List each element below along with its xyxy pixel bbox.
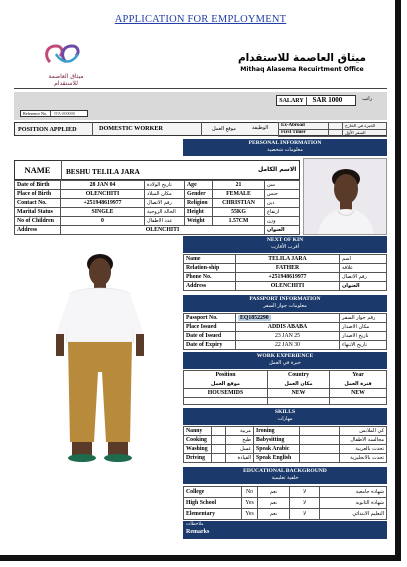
- table-row: [184, 255, 387, 264]
- date-expiry-value: 22 JAN 30: [236, 341, 340, 350]
- first-timer-check[interactable]: [329, 130, 343, 137]
- kin-table: [183, 254, 387, 291]
- agency-name-ar: ميثاق العاصمة للاستقدام: [237, 52, 367, 64]
- religion-value: CHRISTIAN: [213, 199, 265, 208]
- table-row: [184, 264, 387, 273]
- education-heading-ar: خلفية تعليمية: [271, 475, 299, 481]
- kin-name-label: Name: [184, 255, 236, 264]
- remarks-ar: ملاحظات: [186, 522, 204, 527]
- table-row: [184, 487, 387, 498]
- headshot-photo: [303, 158, 387, 235]
- marital-ar: الحالة الزوجية: [145, 208, 185, 217]
- work-position-value: HOUSEMIDS: [184, 389, 268, 398]
- work-table: [183, 370, 387, 405]
- skill-arabic-ar: تحدث بالعربية: [340, 445, 387, 454]
- children-ar: عدد الاطفال: [145, 217, 185, 226]
- age-label: Age: [185, 181, 213, 190]
- name-label: NAME: [14, 160, 62, 180]
- religion-ar: دين: [265, 199, 300, 208]
- work-position-ar: موقع العمل: [184, 380, 268, 389]
- weight-ar: وزن: [265, 217, 300, 226]
- agency-name-en: Mithaq Alasema Recuirtment Office: [240, 66, 364, 73]
- age-ar: سن: [265, 181, 300, 190]
- edu-highschool-value: Yes: [242, 498, 258, 509]
- pob-ar: مكان الميلاد: [145, 190, 185, 199]
- kin-phone-label: Phone No.: [184, 273, 236, 282]
- edu-college-yes-ar: نعم: [258, 487, 290, 498]
- skills-heading-ar: مهارات: [277, 416, 293, 422]
- work-year-ar: فترة العمل: [330, 380, 387, 389]
- table-row: [15, 181, 300, 190]
- header-divider: [14, 88, 387, 89]
- skill-nanny-ar: مربية: [226, 427, 254, 436]
- work-heading: WORK EXPERIENCE: [256, 353, 314, 359]
- salary-label-ar: راتب: [362, 96, 373, 102]
- height-value: 55KG: [213, 208, 265, 217]
- table-row: [184, 445, 387, 454]
- address-label: Address: [15, 226, 61, 235]
- contact-value: +251948619977: [61, 199, 145, 208]
- education-header: [183, 467, 387, 484]
- gender-ar: جنس: [265, 190, 300, 199]
- name-label-ar: الاسم الكامل: [258, 166, 297, 173]
- skill-arabic-label: Speak Arabic: [254, 445, 300, 454]
- edu-college-label: College: [184, 487, 242, 498]
- edu-elementary-no-ar: لا: [290, 509, 320, 520]
- applicant-name: BESHU TELILA JARA: [66, 168, 140, 176]
- skill-washing-check[interactable]: [212, 445, 226, 454]
- salary-box: [276, 95, 356, 106]
- passport-no-value: EQ1852290: [240, 315, 269, 321]
- kin-name-ar: اسم: [340, 255, 387, 264]
- edu-highschool-yes-ar: نعم: [258, 498, 290, 509]
- reference-value: ITA-000000: [50, 111, 75, 116]
- headshot-figure-icon: [304, 159, 387, 235]
- work-heading-ar: خبرة في العمل: [269, 360, 301, 366]
- table-row: [15, 226, 300, 235]
- edu-college-ar: شهادة جامعية: [320, 487, 387, 498]
- position-label-ar: [212, 126, 236, 132]
- skill-ironing-check[interactable]: [300, 427, 340, 436]
- height-ar: ارتفاع: [265, 208, 300, 217]
- table-row: [184, 273, 387, 282]
- passport-heading: PASSPORT INFORMATION: [249, 296, 321, 302]
- table-row: [15, 208, 300, 217]
- personal-info-header: [183, 139, 387, 156]
- marital-label: Marital Status: [15, 208, 61, 217]
- skills-header: [183, 408, 387, 425]
- skill-washing-label: Washing: [184, 445, 212, 454]
- height-label: Height: [185, 208, 213, 217]
- table-row: [184, 389, 387, 398]
- date-expiry-ar: تاريخ الانتهاء: [340, 341, 387, 350]
- children-value: 0: [61, 217, 145, 226]
- skill-driving-label: Driving: [184, 454, 212, 463]
- passport-header: [183, 295, 387, 312]
- edu-highschool-label: High School: [184, 498, 242, 509]
- work-position-label: Position: [184, 371, 268, 380]
- table-row: [184, 282, 387, 291]
- skill-cooking-label: Cooking: [184, 436, 212, 445]
- skill-cooking-ar: طبخ: [226, 436, 254, 445]
- table-row: [184, 323, 387, 332]
- skills-table: [183, 426, 387, 463]
- table-row: [184, 436, 387, 445]
- dob-ar: تاريخ الولادة: [145, 181, 185, 190]
- table-row: [184, 509, 387, 520]
- place-issued-label: Place Issued: [184, 323, 236, 332]
- date-issued-ar: تاريخ الاصدار: [340, 332, 387, 341]
- skill-nanny-label: Nanny: [184, 427, 212, 436]
- kin-address-value: OLENCHITI: [236, 282, 340, 291]
- date-issued-value: 23 JAN 25: [236, 332, 340, 341]
- education-table: [183, 486, 387, 520]
- table-row: [184, 380, 387, 389]
- work-year-label: Year: [330, 371, 387, 380]
- skill-english-label: Speak English: [254, 454, 300, 463]
- table-row: [15, 199, 300, 208]
- personal-heading: PERSONAL INFORMATION: [248, 140, 322, 146]
- salary-label: SALARY: [277, 97, 307, 106]
- reference-box: [20, 110, 88, 117]
- contact-ar: رقم الاتصال: [145, 199, 185, 208]
- ex-abroad-check[interactable]: [329, 123, 343, 130]
- ex-abroad-ar: الخبرة في الخارج: [343, 123, 387, 130]
- contact-label: Contact No.: [15, 199, 61, 208]
- skill-ironing-ar: كي الملابس: [340, 427, 387, 436]
- work-location-ar: موقع العمل: [212, 126, 236, 132]
- kin-phone-value: +251948619977: [236, 273, 340, 282]
- remarks-box: [183, 521, 387, 539]
- edu-elementary-value: Yes: [242, 509, 258, 520]
- edu-elementary-label: Elementary: [184, 509, 242, 520]
- position-ar: الوظيفة: [252, 125, 269, 131]
- first-timer-label: First Timer: [279, 130, 329, 137]
- work-header: [183, 352, 387, 369]
- table-row: [184, 427, 387, 436]
- date-issued-label: Date of Issued: [184, 332, 236, 341]
- agency-logo: [40, 42, 92, 87]
- position-label: POSITION APPLIED: [18, 126, 77, 133]
- logo-text: ميثاق العاصمة للاستقدام: [48, 73, 84, 87]
- personal-details-table: [14, 180, 300, 235]
- edu-college-no-ar: لا: [290, 487, 320, 498]
- table-row: [184, 341, 387, 350]
- address-ar: العنوان: [265, 226, 300, 235]
- weight-value: 1.57CM: [213, 217, 265, 226]
- skill-arabic-check[interactable]: [300, 445, 340, 454]
- age-value: 21: [213, 181, 265, 190]
- education-heading: EDUCATIONAL BACKGROUND: [243, 468, 327, 474]
- work-country-value: NEW: [268, 389, 330, 398]
- work-year-value: NEW: [330, 389, 387, 398]
- table-row: [15, 190, 300, 199]
- skill-babysitting-ar: مجالسة الاطفال: [340, 436, 387, 445]
- kin-relation-value: FATHER: [236, 264, 340, 273]
- kin-relation-label: Relation-ship: [184, 264, 236, 273]
- kin-address-ar: العنوان: [340, 282, 387, 291]
- edu-elementary-yes-ar: نعم: [258, 509, 290, 520]
- personal-heading-ar: معلومات شخصية: [267, 147, 303, 153]
- dob-label: Date of Birth: [15, 181, 61, 190]
- first-timer-ar: السفر الأول: [343, 130, 387, 137]
- work-country-label: Country: [268, 371, 330, 380]
- pob-value: OLENCHITI: [61, 190, 145, 199]
- kin-name-value: TELILA JARA: [236, 255, 340, 264]
- children-label: No of Children: [15, 217, 61, 226]
- salary-value: SAR 1000: [312, 96, 343, 104]
- reference-label: Reference No.: [23, 111, 48, 116]
- skill-english-check[interactable]: [300, 454, 340, 463]
- edu-highschool-no-ar: لا: [290, 498, 320, 509]
- religion-label: Religion: [185, 199, 213, 208]
- table-row: [184, 398, 387, 405]
- kin-phone-ar: رقم الاتصال: [340, 273, 387, 282]
- address-value: OLENCHITI: [61, 226, 265, 235]
- date-expiry-label: Date of Expiry: [184, 341, 236, 350]
- kin-address-label: Address: [184, 282, 236, 291]
- marital-value: SINGLE: [61, 208, 145, 217]
- skill-english-ar: تحدث بالانجليزية: [340, 454, 387, 463]
- edu-elementary-ar: التعليم الابتدائي: [320, 509, 387, 520]
- place-issued-ar: مكان الاصدار: [340, 323, 387, 332]
- work-country-ar: مكان العمل: [268, 380, 330, 389]
- page-title: APPLICATION FOR EMPLOYMENT: [114, 14, 287, 25]
- skill-cooking-check[interactable]: [212, 436, 226, 445]
- skill-ironing-label: Ironing: [254, 427, 300, 436]
- gender-value: FEMALE: [213, 190, 265, 199]
- dob-value: 28 JAN 04: [61, 181, 145, 190]
- full-body-photo: [22, 242, 178, 472]
- kin-heading: NEXT OF KIN: [266, 237, 304, 243]
- logo-mark-icon: [40, 42, 92, 68]
- kin-relation-ar: علاقة: [340, 264, 387, 273]
- skill-driving-ar: القيادة: [226, 454, 254, 463]
- place-issued-value: ADDIS ABABA: [236, 323, 340, 332]
- kin-header: [183, 236, 387, 253]
- full-body-figure-icon: [22, 242, 178, 472]
- experience-type-table: [278, 122, 387, 137]
- skill-driving-check[interactable]: [212, 454, 226, 463]
- passport-no-label: Passport No.: [184, 314, 236, 323]
- passport-heading-ar: معلومات جواز السفر: [263, 303, 307, 309]
- table-row: [184, 498, 387, 509]
- edu-college-value: No: [242, 487, 258, 498]
- skill-babysitting-label: Babysitting: [254, 436, 300, 445]
- table-row: [184, 314, 387, 323]
- table-row: [15, 217, 300, 226]
- skills-heading: SKILLS: [274, 409, 296, 415]
- gender-label: Gender: [185, 190, 213, 199]
- skill-babysitting-check[interactable]: [300, 436, 340, 445]
- table-row: [184, 332, 387, 341]
- kin-heading-ar: أقرب الأقارب: [270, 244, 300, 250]
- position-value: DOMESTIC WORKER: [92, 122, 202, 136]
- passport-table: [183, 313, 387, 350]
- passport-no-ar: رقم جواز السفر: [340, 314, 387, 323]
- edu-highschool-ar: شهادة الثانوية: [320, 498, 387, 509]
- weight-label: Weight: [185, 217, 213, 226]
- skill-washing-ar: غسل: [226, 445, 254, 454]
- ex-abroad-label: Ex-Abroad: [279, 123, 329, 130]
- table-row: [184, 371, 387, 380]
- pob-label: Place of Birth: [15, 190, 61, 199]
- skill-nanny-check[interactable]: [212, 427, 226, 436]
- table-row: [184, 454, 387, 463]
- remarks-label: Remarks: [186, 529, 210, 535]
